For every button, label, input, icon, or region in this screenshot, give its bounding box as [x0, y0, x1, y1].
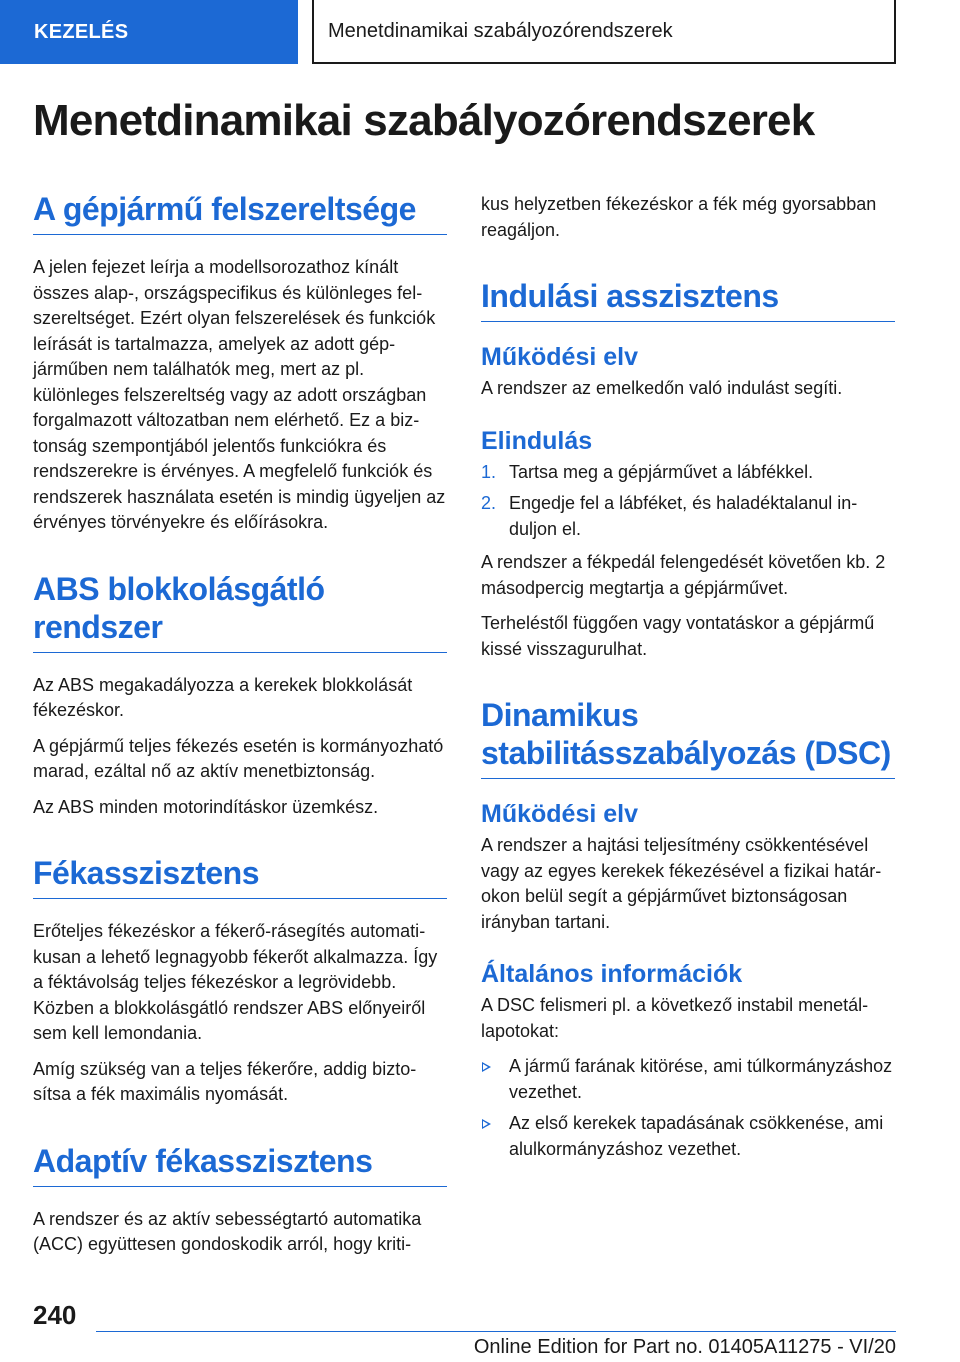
- start-assist-paragraph-2: Terheléstől függően vagy vontatáskor a gépjármű kissé visszagurulhat.: [481, 613, 875, 659]
- step-text: Engedje fel a lábféket, és haladéktalanul induljon el.: [509, 493, 858, 539]
- subheading-dsc-principle: Működési elv: [481, 800, 638, 828]
- footer-divider: [96, 1331, 896, 1332]
- heading-equipment: A gépjármű felszereltsége: [33, 190, 447, 235]
- heading-dsc: Dinamikus stabilitásszabályozás (DSC): [481, 696, 895, 779]
- right-column: [481, 192, 895, 1170]
- header-chapter-label: Menetdinamikai szabályozórendszerek: [328, 19, 673, 42]
- header-chapter-box: [312, 0, 896, 64]
- page-number: 240: [33, 1300, 77, 1330]
- abs-paragraph-1: Az ABS megakadályozza a kerekek blokkolását fékezéskor.: [33, 674, 413, 720]
- page-title: Menetdinamikai szabályozórendszerek: [33, 96, 815, 145]
- bullet-text: A jármű farának kitörése, ami túlkormányzáshoz vezethet.: [509, 1056, 893, 1102]
- list-item: [481, 1054, 895, 1105]
- abs-paragraph-3: Az ABS minden motorindításkor üzemkész.: [33, 796, 379, 817]
- continuation-paragraph: kus helyzetben fékezéskor a fék még gyorsabban reagáljon.: [481, 194, 877, 240]
- subheading-dsc-general: Általános információk: [481, 960, 743, 988]
- step-number: 2.: [481, 493, 497, 513]
- footer-edition-text: Online Edition for Part no. 01405A11275 - VI/20: [473, 1336, 896, 1358]
- heading-adaptive-brake-assist: Adaptív fékasszisztens: [33, 1142, 447, 1187]
- heading-brake-assist: Fékasszisztens: [33, 854, 447, 899]
- subheading-start-principle: Működési elv: [481, 343, 638, 371]
- step-text: Tartsa meg a gépjárművet a lábfékkel.: [509, 461, 814, 482]
- heading-start-assist: Indulási asszisztens: [481, 277, 895, 322]
- start-steps-list: [481, 460, 895, 543]
- left-column: [33, 190, 447, 1268]
- list-item: [481, 460, 895, 486]
- abs-paragraph-2: A gépjármű teljes fékezés esetén is kormányozható marad, ezáltal nő az aktív menetbiztonság.: [33, 735, 444, 781]
- subheading-starting: Elindulás: [481, 426, 593, 455]
- brake-assist-paragraph-1: Erőteljes fékezéskor a fékerő-rásegítés automatikusan a lehető legnagyobb fékerőt alkalmazza. Így a féktávolság teljes fékezéskor a legrövidebb. Közben a blokkolásgátló rendszer ABS előnyeiről sem kell lemondania.: [33, 921, 438, 1043]
- brake-assist-paragraph-2: Amíg szükség van a teljes fékerőre, addig biztosítsa a fék maximális nyomását.: [33, 1058, 417, 1104]
- list-item: [481, 1111, 895, 1162]
- triangle-bullet-icon: [482, 1062, 491, 1072]
- header-section-label: KEZELÉS: [34, 20, 129, 43]
- start-principle-text: A rendszer az emelkedőn való indulást segíti.: [481, 378, 843, 398]
- triangle-bullet-icon: [482, 1119, 491, 1129]
- dsc-bullet-list: [481, 1054, 895, 1162]
- adaptive-brake-paragraph: A rendszer és az aktív sebességtartó automatika (ACC) együttesen gondoskodik arról, hogy kriti-: [33, 1208, 422, 1254]
- heading-abs: ABS blokkolásgátló rendszer: [33, 570, 447, 653]
- list-item: [481, 491, 895, 542]
- step-number: 1.: [481, 461, 497, 482]
- bullet-text: Az első kerekek tapadásának csökkenése, ami alulkormányzáshoz vezethet.: [509, 1113, 884, 1159]
- dsc-principle-text: A rendszer a hajtási teljesítmény csökkentésével vagy az egyes kerekek fékezésével a fizikai határokon belül segít a gépjárművet biztonságosan irányban tartani.: [481, 835, 882, 932]
- start-assist-paragraph-1: A rendszer a fékpedál felengedését követően kb. 2 másodpercig megtartja a gépjárművet.: [481, 552, 886, 598]
- equipment-paragraph: A jelen fejezet leírja a modellsorozathoz kínált összes alap-, országspecifikus és különleges felszereltséget. Ezért olyan felszerelések és funkciók leírását is tartalmazza, amelyek az adott gépjárműben nem találhatók meg, mert az pl. különleges felszereltség vagy az adott országban forgalmazott változatban nem elérhető. Ez a biztonság szempontjából jelentős funkciókra és rendszerekre is érvényes. A megfelelő funkciók és rendszerek használata esetén is mindig ügyeljen az érvényes törvényekre és előírásokra.: [33, 257, 446, 532]
- header-section-tab: [0, 0, 298, 64]
- dsc-general-text: A DSC felismeri pl. a következő instabil menetállapotokat:: [481, 995, 869, 1041]
